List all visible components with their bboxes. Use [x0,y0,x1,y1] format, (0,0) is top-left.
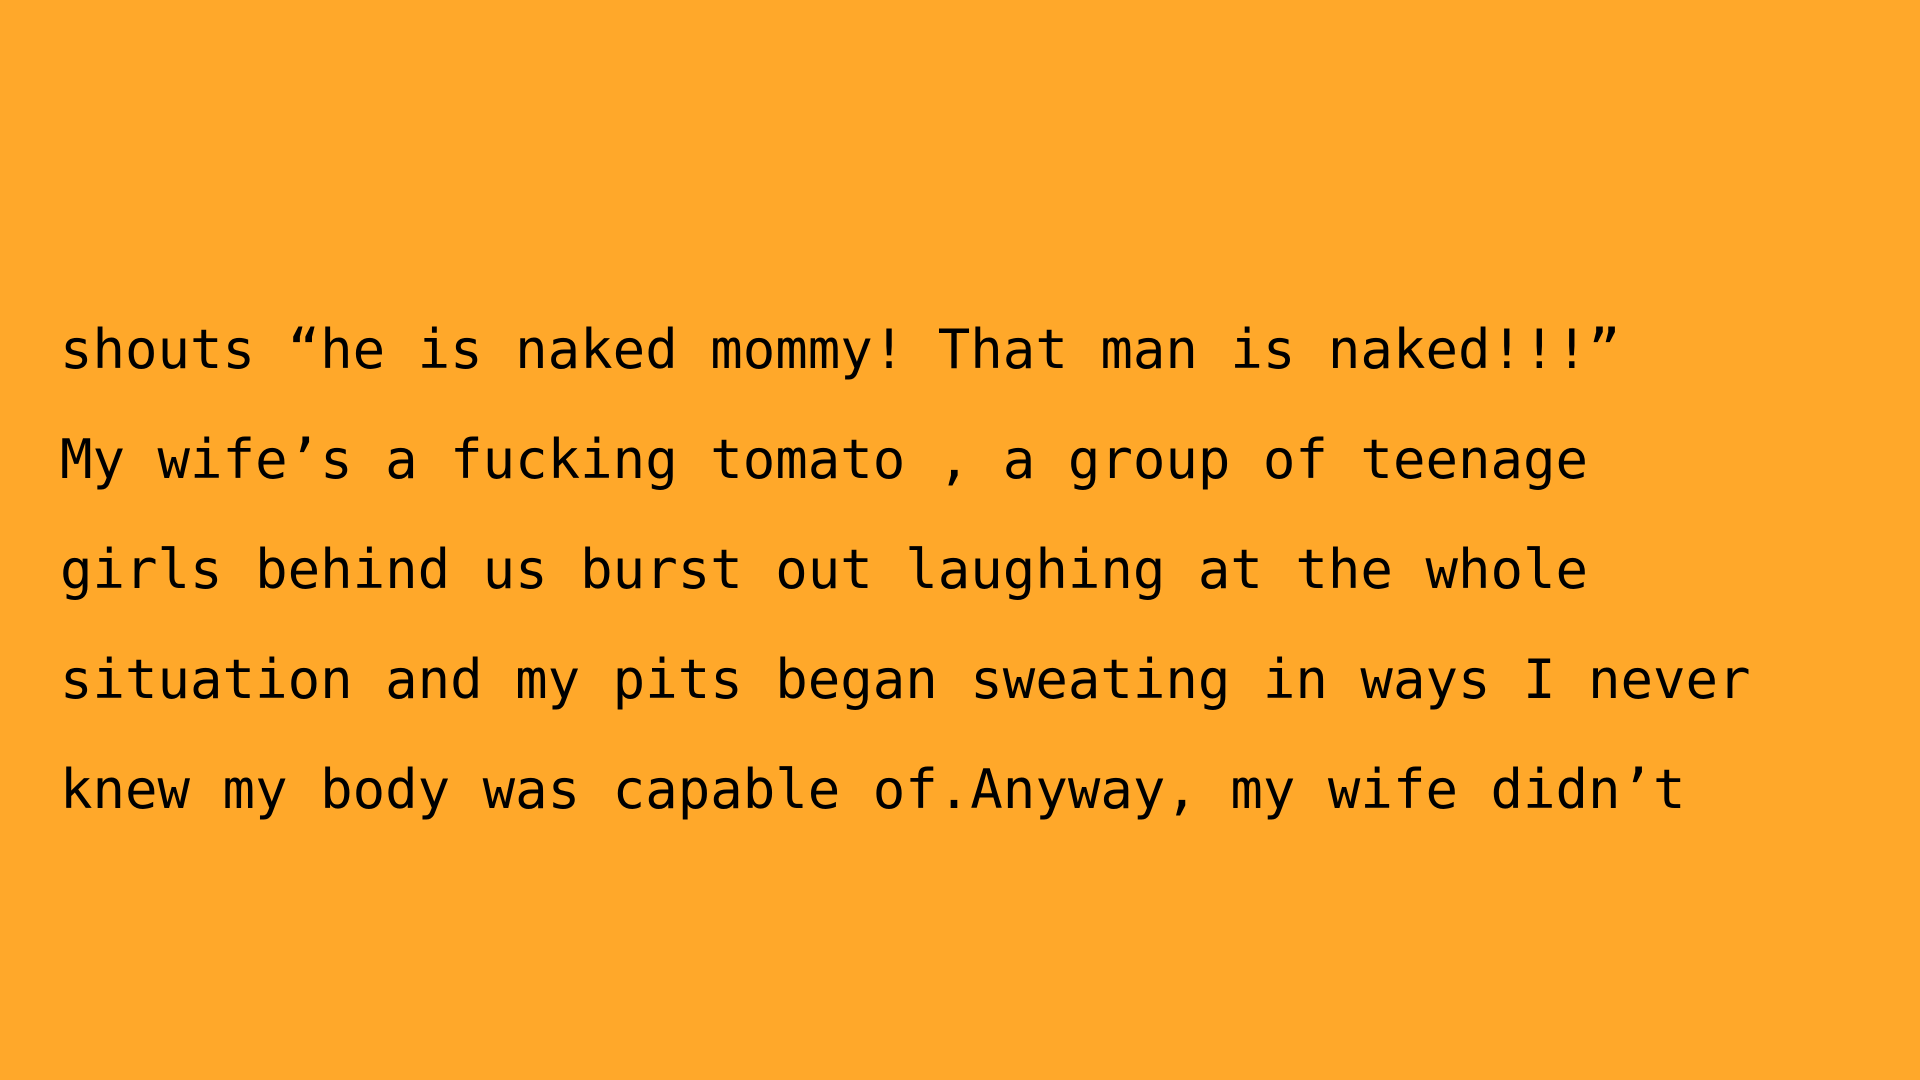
caption-line-3: girls behind us burst out laughing at the whole [60,538,1589,601]
caption-line-2: My wife’s a fucking tomato , a group of teenage [60,428,1589,491]
caption-line-1: shouts “he is naked mommy! That man is naked!!!” [60,318,1621,381]
caption-text-block [60,295,1900,845]
caption-line-5: knew my body was capable of.Anyway, my wife didn’t [60,758,1686,821]
caption-line-4: situation and my pits began sweating in ways I never [60,648,1751,711]
